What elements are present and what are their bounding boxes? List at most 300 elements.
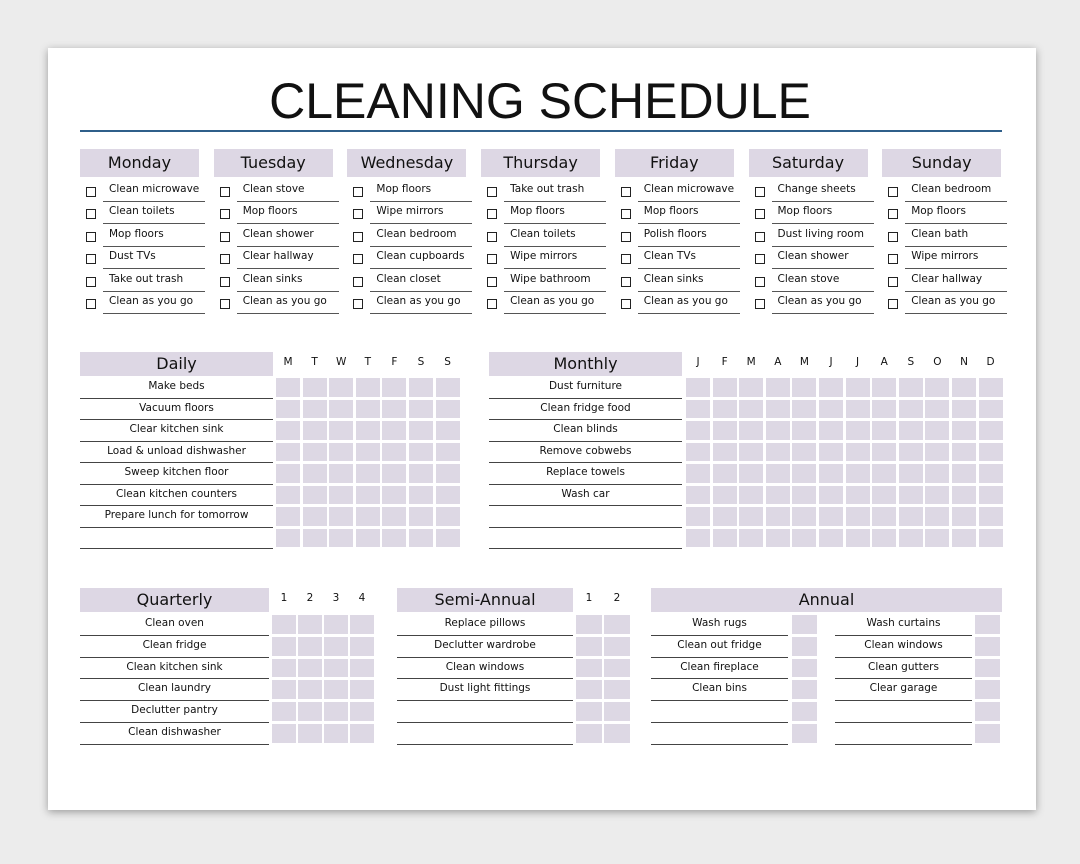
monthly-check-cell[interactable] [952, 486, 976, 505]
daily-check-cell[interactable] [382, 443, 406, 462]
daily-task-row: Clean kitchen counters [80, 485, 273, 507]
monthly-check-cell[interactable] [979, 464, 1003, 483]
annual-check-cell[interactable] [975, 659, 1000, 678]
annual-task-row [835, 723, 972, 745]
task-checkbox[interactable] [755, 232, 765, 242]
monthly-check-cell[interactable] [713, 421, 737, 440]
monthly-check-cell[interactable] [739, 400, 763, 419]
monthly-check-cell[interactable] [819, 421, 843, 440]
annual-task-row: Wash curtains [835, 614, 972, 636]
task-checkbox[interactable] [888, 299, 898, 309]
daily-check-cell[interactable] [409, 507, 433, 526]
annual-check-cell[interactable] [792, 637, 817, 656]
semiannual-check-cell[interactable] [576, 724, 602, 743]
quarterly-check-cell[interactable] [324, 702, 348, 721]
weekday-task: Take out trash [103, 269, 205, 292]
task-checkbox[interactable] [86, 232, 96, 242]
semiannual-check-cell[interactable] [576, 659, 602, 678]
daily-check-cell[interactable] [329, 486, 353, 505]
daily-check-cell[interactable] [303, 443, 327, 462]
monthly-check-cell[interactable] [952, 507, 976, 526]
quarterly-check-cell[interactable] [298, 702, 322, 721]
day-header-monday: Monday [80, 149, 199, 177]
page-title: CLEANING SCHEDULE [269, 73, 811, 129]
quarterly-check-cell[interactable] [324, 724, 348, 743]
monthly-check-cell[interactable] [739, 378, 763, 397]
monthly-check-cell[interactable] [686, 486, 710, 505]
weekday-task: Clean microwave [638, 179, 740, 202]
daily-check-cell[interactable] [356, 507, 380, 526]
daily-check-cell[interactable] [356, 486, 380, 505]
daily-check-cell[interactable] [303, 486, 327, 505]
task-checkbox[interactable] [487, 254, 497, 264]
task-checkbox[interactable] [755, 209, 765, 219]
quarterly-check-cell[interactable] [350, 659, 374, 678]
daily-check-cell[interactable] [329, 507, 353, 526]
annual-check-cell[interactable] [975, 637, 1000, 656]
quarterly-check-cell[interactable] [350, 637, 374, 656]
monthly-check-cell[interactable] [872, 529, 896, 548]
monthly-check-cell[interactable] [792, 421, 816, 440]
quarterly-task-row: Clean laundry [80, 679, 269, 701]
task-checkbox[interactable] [220, 232, 230, 242]
monthly-check-cell[interactable] [899, 443, 923, 462]
monthly-check-cell[interactable] [686, 378, 710, 397]
monthly-check-cell[interactable] [872, 378, 896, 397]
monthly-check-cell[interactable] [766, 378, 790, 397]
weekday-task: Clean as you go [905, 291, 1007, 314]
semiannual-check-cell[interactable] [576, 680, 602, 699]
monthly-check-cell[interactable] [846, 464, 870, 483]
weekday-task: Wipe bathroom [504, 269, 606, 292]
daily-check-cell[interactable] [276, 529, 300, 548]
semiannual-check-cell[interactable] [604, 637, 630, 656]
task-checkbox[interactable] [888, 254, 898, 264]
monthly-header: Monthly [489, 352, 682, 376]
monthly-check-cell[interactable] [952, 421, 976, 440]
quarterly-check-cell[interactable] [324, 615, 348, 634]
monthly-check-cell[interactable] [713, 464, 737, 483]
monthly-task-row: Remove cobwebs [489, 442, 682, 464]
monthly-check-cell[interactable] [952, 464, 976, 483]
monthly-check-cell[interactable] [713, 507, 737, 526]
monthly-check-cell[interactable] [925, 378, 949, 397]
daily-check-cell[interactable] [303, 421, 327, 440]
semiannual-task-row [397, 723, 573, 745]
annual-check-cell[interactable] [792, 724, 817, 743]
annual-check-cell[interactable] [975, 724, 1000, 743]
task-checkbox[interactable] [487, 209, 497, 219]
task-checkbox[interactable] [353, 254, 363, 264]
monthly-check-cell[interactable] [872, 421, 896, 440]
daily-check-cell[interactable] [276, 443, 300, 462]
daily-check-cell[interactable] [382, 486, 406, 505]
task-checkbox[interactable] [621, 187, 631, 197]
task-checkbox[interactable] [220, 299, 230, 309]
annual-check-cell[interactable] [792, 680, 817, 699]
annual-task-row: Clear garage [835, 679, 972, 701]
daily-check-cell[interactable] [409, 486, 433, 505]
annual-check-cell[interactable] [975, 615, 1000, 634]
monthly-check-cell[interactable] [979, 486, 1003, 505]
quarterly-check-cell[interactable] [298, 659, 322, 678]
task-checkbox[interactable] [755, 187, 765, 197]
monthly-check-cell[interactable] [925, 486, 949, 505]
quarterly-check-cell[interactable] [272, 702, 296, 721]
daily-check-cell[interactable] [329, 400, 353, 419]
monthly-check-cell[interactable] [792, 464, 816, 483]
semiannual-check-cell[interactable] [604, 680, 630, 699]
monthly-check-cell[interactable] [766, 400, 790, 419]
monthly-check-cell[interactable] [846, 400, 870, 419]
daily-check-cell[interactable] [356, 443, 380, 462]
annual-task-row: Clean windows [835, 636, 972, 658]
quarterly-check-cell[interactable] [324, 680, 348, 699]
daily-check-cell[interactable] [409, 400, 433, 419]
task-checkbox[interactable] [888, 209, 898, 219]
monthly-column-label: D [986, 356, 995, 368]
monthly-check-cell[interactable] [819, 464, 843, 483]
semiannual-check-cell[interactable] [604, 659, 630, 678]
monthly-task-row: Clean fridge food [489, 399, 682, 421]
monthly-check-cell[interactable] [846, 443, 870, 462]
monthly-task-row [489, 506, 682, 528]
daily-check-cell[interactable] [356, 529, 380, 548]
monthly-check-cell[interactable] [766, 464, 790, 483]
daily-check-cell[interactable] [382, 464, 406, 483]
daily-check-cell[interactable] [276, 486, 300, 505]
monthly-check-cell[interactable] [952, 529, 976, 548]
weekday-task: Clean as you go [504, 291, 606, 314]
monthly-check-cell[interactable] [739, 421, 763, 440]
daily-check-cell[interactable] [382, 421, 406, 440]
monthly-check-cell[interactable] [925, 529, 949, 548]
annual-check-cell[interactable] [792, 615, 817, 634]
daily-check-cell[interactable] [356, 400, 380, 419]
daily-task-row: Make beds [80, 377, 273, 399]
weekday-task: Clear hallway [237, 246, 339, 269]
monthly-check-cell[interactable] [819, 400, 843, 419]
quarterly-column-label: 2 [306, 592, 314, 604]
semiannual-task-row: Replace pillows [397, 614, 573, 636]
daily-task-row: Clear kitchen sink [80, 420, 273, 442]
task-checkbox[interactable] [621, 299, 631, 309]
monthly-check-cell[interactable] [899, 529, 923, 548]
task-checkbox[interactable] [888, 277, 898, 287]
monthly-check-cell[interactable] [899, 421, 923, 440]
task-checkbox[interactable] [487, 277, 497, 287]
monthly-task-row [489, 528, 682, 550]
monthly-check-cell[interactable] [792, 507, 816, 526]
monthly-check-cell[interactable] [899, 486, 923, 505]
task-checkbox[interactable] [353, 187, 363, 197]
monthly-check-cell[interactable] [739, 486, 763, 505]
daily-column-label: T [364, 356, 371, 368]
task-checkbox[interactable] [86, 277, 96, 287]
daily-check-cell[interactable] [303, 400, 327, 419]
semiannual-check-cell[interactable] [576, 637, 602, 656]
annual-header: Annual [651, 588, 1002, 612]
monthly-check-cell[interactable] [952, 378, 976, 397]
monthly-check-cell[interactable] [766, 529, 790, 548]
monthly-check-cell[interactable] [792, 443, 816, 462]
monthly-check-cell[interactable] [925, 421, 949, 440]
monthly-check-cell[interactable] [819, 529, 843, 548]
daily-task-row: Load & unload dishwasher [80, 442, 273, 464]
monthly-check-cell[interactable] [766, 486, 790, 505]
daily-check-cell[interactable] [436, 464, 460, 483]
annual-task-row: Clean bins [651, 679, 788, 701]
monthly-check-cell[interactable] [846, 486, 870, 505]
monthly-check-cell[interactable] [979, 400, 1003, 419]
weekday-task: Clean bath [905, 224, 1007, 247]
monthly-check-cell[interactable] [686, 443, 710, 462]
monthly-check-cell[interactable] [713, 529, 737, 548]
monthly-check-cell[interactable] [686, 400, 710, 419]
quarterly-check-cell[interactable] [350, 615, 374, 634]
weekday-task: Clean bedroom [370, 224, 472, 247]
task-checkbox[interactable] [487, 187, 497, 197]
monthly-check-cell[interactable] [979, 378, 1003, 397]
monthly-check-cell[interactable] [872, 400, 896, 419]
quarterly-check-cell[interactable] [298, 637, 322, 656]
quarterly-column-label: 4 [358, 592, 366, 604]
quarterly-task-row: Clean oven [80, 614, 269, 636]
task-checkbox[interactable] [888, 232, 898, 242]
daily-check-cell[interactable] [382, 400, 406, 419]
daily-column-label: W [335, 356, 347, 368]
task-checkbox[interactable] [353, 277, 363, 287]
task-checkbox[interactable] [220, 277, 230, 287]
quarterly-check-cell[interactable] [298, 615, 322, 634]
quarterly-check-cell[interactable] [324, 637, 348, 656]
daily-task-row [80, 528, 273, 550]
monthly-check-cell[interactable] [739, 443, 763, 462]
monthly-check-cell[interactable] [872, 507, 896, 526]
daily-check-cell[interactable] [436, 529, 460, 548]
semiannual-check-cell[interactable] [604, 724, 630, 743]
monthly-check-cell[interactable] [739, 529, 763, 548]
monthly-column-label: N [960, 356, 968, 368]
monthly-check-cell[interactable] [766, 507, 790, 526]
weekday-task: Mop floors [638, 201, 740, 224]
daily-check-cell[interactable] [409, 464, 433, 483]
task-checkbox[interactable] [220, 209, 230, 219]
task-checkbox[interactable] [621, 277, 631, 287]
monthly-task-row: Dust furniture [489, 377, 682, 399]
daily-check-cell[interactable] [356, 464, 380, 483]
daily-check-cell[interactable] [276, 507, 300, 526]
monthly-check-cell[interactable] [766, 443, 790, 462]
task-checkbox[interactable] [487, 232, 497, 242]
task-checkbox[interactable] [86, 187, 96, 197]
monthly-check-cell[interactable] [979, 529, 1003, 548]
task-checkbox[interactable] [755, 254, 765, 264]
semiannual-check-cell[interactable] [576, 702, 602, 721]
monthly-check-cell[interactable] [819, 486, 843, 505]
monthly-check-cell[interactable] [846, 378, 870, 397]
task-checkbox[interactable] [86, 209, 96, 219]
monthly-check-cell[interactable] [979, 443, 1003, 462]
monthly-check-cell[interactable] [686, 421, 710, 440]
daily-check-cell[interactable] [276, 421, 300, 440]
daily-check-cell[interactable] [276, 400, 300, 419]
task-checkbox[interactable] [220, 254, 230, 264]
monthly-check-cell[interactable] [872, 464, 896, 483]
weekday-task: Clean as you go [103, 291, 205, 314]
quarterly-check-cell[interactable] [272, 615, 296, 634]
task-checkbox[interactable] [621, 254, 631, 264]
quarterly-check-cell[interactable] [272, 637, 296, 656]
annual-check-cell[interactable] [792, 659, 817, 678]
quarterly-check-cell[interactable] [298, 680, 322, 699]
daily-check-cell[interactable] [436, 507, 460, 526]
task-checkbox[interactable] [353, 209, 363, 219]
quarterly-check-cell[interactable] [272, 659, 296, 678]
task-checkbox[interactable] [353, 232, 363, 242]
daily-check-cell[interactable] [436, 486, 460, 505]
daily-check-cell[interactable] [329, 443, 353, 462]
daily-check-cell[interactable] [329, 378, 353, 397]
semiannual-header: Semi-Annual [397, 588, 573, 612]
task-checkbox[interactable] [621, 209, 631, 219]
daily-check-cell[interactable] [409, 443, 433, 462]
daily-check-cell[interactable] [329, 464, 353, 483]
daily-check-cell[interactable] [276, 464, 300, 483]
monthly-check-cell[interactable] [899, 464, 923, 483]
task-checkbox[interactable] [888, 187, 898, 197]
weekday-task: Mop floors [370, 179, 472, 202]
quarterly-check-cell[interactable] [272, 680, 296, 699]
monthly-check-cell[interactable] [713, 378, 737, 397]
semiannual-column-label: 1 [585, 592, 593, 604]
monthly-task-row: Clean blinds [489, 420, 682, 442]
monthly-check-cell[interactable] [792, 486, 816, 505]
weekday-task: Clean stove [772, 269, 874, 292]
daily-check-cell[interactable] [409, 378, 433, 397]
daily-check-cell[interactable] [436, 443, 460, 462]
daily-check-cell[interactable] [356, 421, 380, 440]
semiannual-check-cell[interactable] [604, 615, 630, 634]
monthly-check-cell[interactable] [899, 400, 923, 419]
task-checkbox[interactable] [487, 299, 497, 309]
daily-check-cell[interactable] [436, 378, 460, 397]
daily-check-cell[interactable] [276, 378, 300, 397]
annual-task-row: Clean fireplace [651, 658, 788, 680]
daily-check-cell[interactable] [303, 378, 327, 397]
monthly-check-cell[interactable] [792, 378, 816, 397]
weekday-task: Clean toilets [504, 224, 606, 247]
annual-task-row: Clean gutters [835, 658, 972, 680]
monthly-check-cell[interactable] [819, 443, 843, 462]
task-checkbox[interactable] [220, 187, 230, 197]
daily-check-cell[interactable] [329, 421, 353, 440]
daily-check-cell[interactable] [436, 400, 460, 419]
monthly-check-cell[interactable] [979, 421, 1003, 440]
quarterly-check-cell[interactable] [350, 680, 374, 699]
annual-check-cell[interactable] [975, 680, 1000, 699]
quarterly-check-cell[interactable] [272, 724, 296, 743]
monthly-check-cell[interactable] [899, 378, 923, 397]
annual-check-cell[interactable] [792, 702, 817, 721]
monthly-check-cell[interactable] [739, 464, 763, 483]
annual-check-cell[interactable] [975, 702, 1000, 721]
quarterly-check-cell[interactable] [324, 659, 348, 678]
monthly-check-cell[interactable] [713, 443, 737, 462]
daily-check-cell[interactable] [329, 529, 353, 548]
monthly-check-cell[interactable] [686, 507, 710, 526]
monthly-check-cell[interactable] [872, 486, 896, 505]
monthly-check-cell[interactable] [952, 443, 976, 462]
monthly-check-cell[interactable] [819, 378, 843, 397]
daily-check-cell[interactable] [409, 529, 433, 548]
task-checkbox[interactable] [755, 299, 765, 309]
monthly-task-row: Replace towels [489, 463, 682, 485]
monthly-check-cell[interactable] [899, 507, 923, 526]
task-checkbox[interactable] [353, 299, 363, 309]
weekday-task: Mop floors [237, 201, 339, 224]
semiannual-task-row [397, 701, 573, 723]
day-header-wednesday: Wednesday [347, 149, 466, 177]
monthly-check-cell[interactable] [739, 507, 763, 526]
monthly-check-cell[interactable] [686, 529, 710, 548]
quarterly-check-cell[interactable] [350, 702, 374, 721]
monthly-check-cell[interactable] [792, 529, 816, 548]
monthly-check-cell[interactable] [819, 507, 843, 526]
daily-check-cell[interactable] [303, 529, 327, 548]
daily-column-label: T [311, 356, 318, 368]
daily-check-cell[interactable] [436, 421, 460, 440]
weekday-task: Clean sinks [638, 269, 740, 292]
monthly-check-cell[interactable] [925, 464, 949, 483]
monthly-check-cell[interactable] [846, 421, 870, 440]
monthly-check-cell[interactable] [686, 464, 710, 483]
monthly-check-cell[interactable] [979, 507, 1003, 526]
task-checkbox[interactable] [86, 254, 96, 264]
quarterly-task-row: Clean dishwasher [80, 723, 269, 745]
quarterly-check-cell[interactable] [298, 724, 322, 743]
daily-column-label: S [444, 356, 451, 368]
monthly-check-cell[interactable] [792, 400, 816, 419]
day-header-saturday: Saturday [749, 149, 868, 177]
monthly-check-cell[interactable] [925, 443, 949, 462]
monthly-check-cell[interactable] [766, 421, 790, 440]
daily-check-cell[interactable] [382, 378, 406, 397]
semiannual-check-cell[interactable] [576, 615, 602, 634]
monthly-check-cell[interactable] [846, 507, 870, 526]
monthly-check-cell[interactable] [925, 400, 949, 419]
daily-check-cell[interactable] [409, 421, 433, 440]
quarterly-task-row: Clean fridge [80, 636, 269, 658]
daily-check-cell[interactable] [303, 464, 327, 483]
task-checkbox[interactable] [86, 299, 96, 309]
monthly-check-cell[interactable] [952, 400, 976, 419]
monthly-check-cell[interactable] [713, 486, 737, 505]
monthly-check-cell[interactable] [713, 400, 737, 419]
task-checkbox[interactable] [621, 232, 631, 242]
task-checkbox[interactable] [755, 277, 765, 287]
monthly-check-cell[interactable] [872, 443, 896, 462]
daily-check-cell[interactable] [303, 507, 327, 526]
daily-check-cell[interactable] [382, 529, 406, 548]
monthly-check-cell[interactable] [925, 507, 949, 526]
daily-check-cell[interactable] [382, 507, 406, 526]
semiannual-check-cell[interactable] [604, 702, 630, 721]
quarterly-check-cell[interactable] [350, 724, 374, 743]
daily-check-cell[interactable] [356, 378, 380, 397]
monthly-check-cell[interactable] [846, 529, 870, 548]
weekday-task: Clean as you go [638, 291, 740, 314]
